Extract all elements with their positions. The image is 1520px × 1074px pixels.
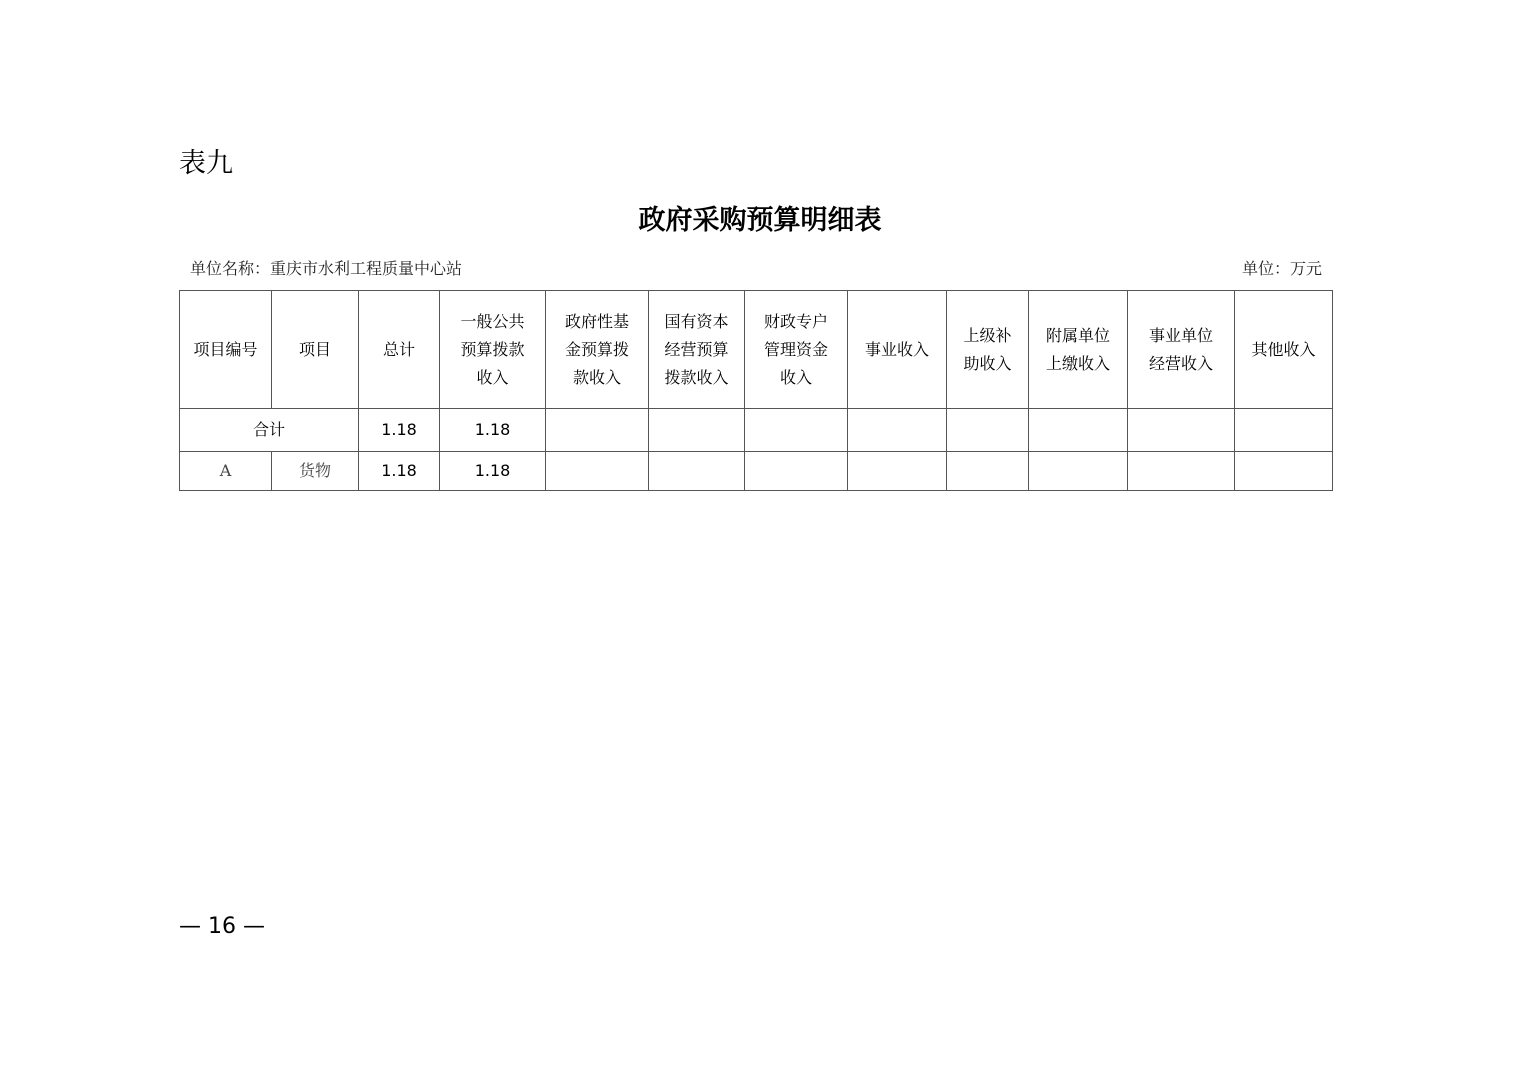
unit-name-label: 单位名称：重庆市水利工程质量中心站 xyxy=(190,259,463,278)
header-cell: 总计 xyxy=(359,291,440,409)
page-title: 政府采购预算明细表 xyxy=(638,205,882,236)
table-cell: 1.18 xyxy=(440,452,546,491)
table-cell xyxy=(1128,409,1235,452)
table-cell: 1.18 xyxy=(359,452,440,491)
header-cell: 政府性基 金预算拨 款收入 xyxy=(546,291,649,409)
table-cell xyxy=(546,409,649,452)
header-cell: 项目 xyxy=(272,291,359,409)
header-cell: 国有资本 经营预算 拨款收入 xyxy=(649,291,745,409)
header-row xyxy=(180,291,1333,409)
table-cell xyxy=(848,452,947,491)
table-number-label: 表九 xyxy=(179,148,233,179)
table-cell xyxy=(947,409,1029,452)
total-row xyxy=(180,409,1333,452)
header-cell: 事业收入 xyxy=(848,291,947,409)
header-cell: 其他收入 xyxy=(1235,291,1333,409)
table-cell: 1.18 xyxy=(440,409,546,452)
header-cell: 财政专户 管理资金 收入 xyxy=(745,291,848,409)
item-name-cell: 货物 xyxy=(272,452,359,491)
table-cell xyxy=(745,409,848,452)
table-cell xyxy=(947,452,1029,491)
table-cell xyxy=(745,452,848,491)
header-cell: 附属单位 上缴收入 xyxy=(1029,291,1128,409)
table-cell xyxy=(649,409,745,452)
procurement-budget-table xyxy=(179,290,1333,491)
header-cell: 项目编号 xyxy=(180,291,272,409)
table-cell xyxy=(1235,452,1333,491)
header-cell: 事业单位 经营收入 xyxy=(1128,291,1235,409)
table-row xyxy=(180,452,1333,491)
currency-unit-label: 单位：万元 xyxy=(1241,259,1322,278)
table-cell xyxy=(1235,409,1333,452)
table-cell xyxy=(1029,452,1128,491)
table-cell xyxy=(848,409,947,452)
page-number: — 16 — xyxy=(179,914,265,939)
table-cell xyxy=(546,452,649,491)
table-cell xyxy=(1128,452,1235,491)
header-cell: 上级补 助收入 xyxy=(947,291,1029,409)
total-label-cell: 合计 xyxy=(180,409,359,452)
item-code-cell: A xyxy=(180,452,272,491)
table-cell xyxy=(1029,409,1128,452)
table-cell xyxy=(649,452,745,491)
header-cell: 一般公共 预算拨款 收入 xyxy=(440,291,546,409)
table-cell: 1.18 xyxy=(359,409,440,452)
